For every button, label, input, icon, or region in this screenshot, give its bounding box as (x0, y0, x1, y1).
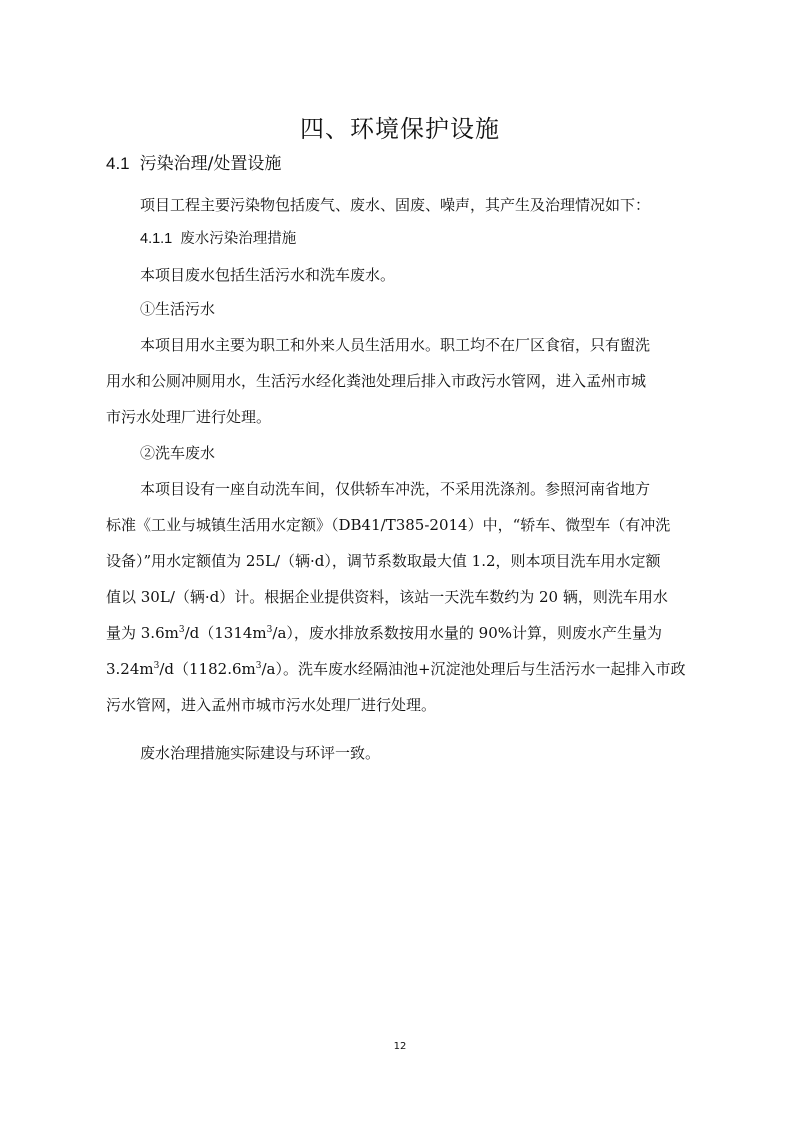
intro-paragraph: 项目工程主要污染物包括废气、废水、固废、噪声，其产生及治理情况如下： (140, 196, 651, 214)
superscript: 3 (178, 625, 185, 635)
page-title: 四、环境保护设施 (300, 115, 500, 143)
section-title: 污染治理/处置设施 (139, 154, 282, 174)
subsection-heading (140, 227, 296, 251)
superscript: 3 (153, 661, 160, 671)
domestic-line: 用水和公厕冲厕用水，生活污水经化粪池处理后排入市政污水管网，进入孟州市城 (106, 372, 647, 390)
text-run: 量为 3.6m (106, 624, 179, 642)
text-run: 3.24m (106, 660, 154, 678)
text-run: /a）。洗车废水经隔油池+沉淀池处理后与生活污水一起排入市政 (261, 660, 686, 678)
carwash-heading: ②洗车废水 (140, 444, 216, 462)
section-heading (106, 151, 281, 177)
carwash-line: 污水管网，进入孟州市城市污水处理厂进行处理。 (106, 696, 437, 714)
carwash-line (106, 657, 686, 681)
carwash-line: 值以 30L/（辆·d）计。根据企业提供资料，该站一天洗车数约为 20 辆，则洗车用水 (106, 588, 668, 606)
domestic-heading: ①生活污水 (140, 300, 216, 318)
subsection-number: 4.1.1 (140, 231, 173, 247)
superscript: 3 (255, 661, 262, 671)
text-run: /a），废水排放系数按用水量的 90%计算，则废水产生量为 (272, 624, 662, 642)
text-run: /d（1182.6m (159, 660, 256, 678)
carwash-line: 设备）”用水定额值为 25L/（辆·d），调节系数取最大值 1.2，则本项目洗车用水定额 (106, 552, 661, 570)
conclusion-paragraph: 废水治理措施实际建设与环评一致。 (140, 744, 381, 762)
carwash-line: 标准《工业与城镇生活用水定额》（DB41/T385-2014）中，“轿车、微型车（有冲洗 (106, 516, 671, 534)
superscript: 3 (266, 625, 273, 635)
section-number: 4.1 (106, 154, 130, 173)
carwash-line (106, 621, 662, 645)
wastewater-intro: 本项目废水包括生活污水和洗车废水。 (140, 266, 396, 284)
subsection-title: 废水污染治理措施 (180, 231, 297, 247)
domestic-line: 本项目用水主要为职工和外来人员生活用水。职工均不在厂区食宿，只有盥洗 (140, 336, 651, 354)
carwash-line: 本项目设有一座自动洗车间，仅供轿车冲洗，不采用洗涤剂。参照河南省地方 (140, 480, 651, 498)
page-number: 12 (393, 1041, 407, 1052)
text-run: /d（1314m (184, 624, 267, 642)
domestic-line: 市污水处理厂进行处理。 (106, 408, 272, 426)
